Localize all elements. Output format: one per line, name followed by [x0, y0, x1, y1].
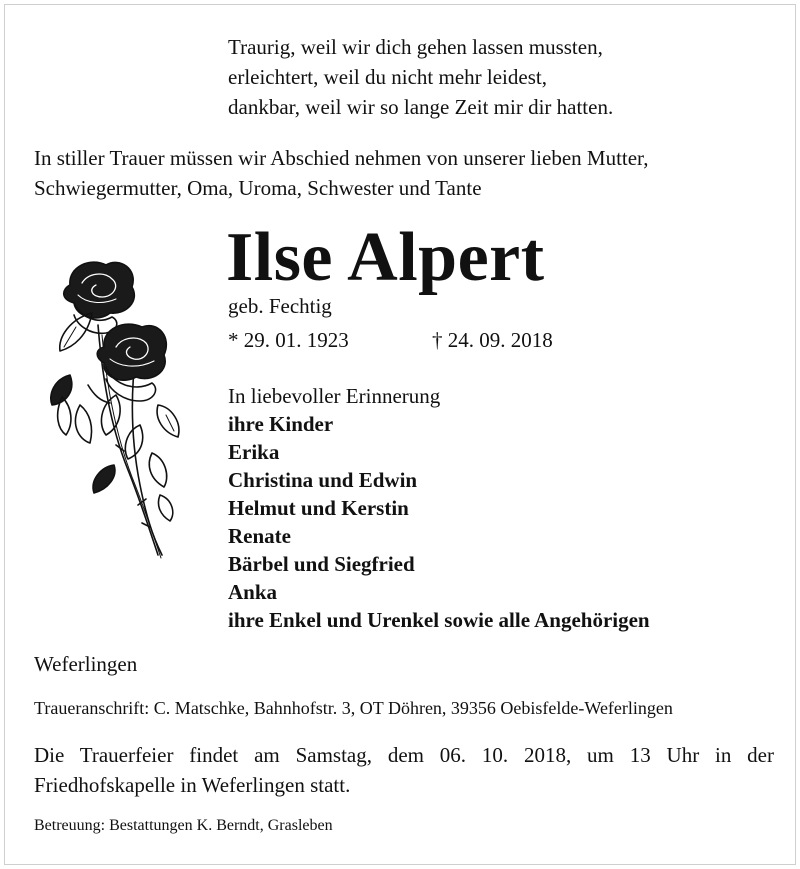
mourner-name: Erika — [228, 440, 280, 464]
mourning-address: Traueranschrift: C. Matschke, Bahnhofstr. 3, OT Döhren, 39356 Oebisfelde-Weferlingen — [34, 698, 673, 718]
mourner-name: ihre Kinder — [228, 412, 334, 436]
ceremony-text — [34, 740, 774, 800]
mourner-name: Anka — [228, 580, 278, 604]
mourners-list — [228, 382, 788, 634]
intro-text — [34, 143, 774, 203]
mourner-name: Helmut und Kerstin — [228, 496, 409, 520]
mourner-name: Bärbel und Siegfried — [228, 552, 415, 576]
deceased-name: Ilse Alpert — [226, 219, 545, 296]
poem-line: erleichtert, weil du nicht mehr leidest, — [228, 65, 547, 89]
funeral-care-credit: Betreuung: Bestattungen K. Berndt, Grasleben — [34, 817, 333, 834]
maiden-name: geb. Fechtig — [228, 294, 332, 318]
ceremony-line: Die Trauerfeier findet am Samstag, dem 06. 10. 2018, um 13 Uhr in der — [34, 743, 774, 767]
mourners-heading: In liebevoller Erinnerung — [228, 384, 441, 408]
intro-line: Schwiegermutter, Oma, Uroma, Schwester und Tante — [34, 176, 482, 200]
death-date: † 24. 09. 2018 — [432, 328, 553, 352]
birth-date: * 29. 01. 1923 — [228, 328, 349, 352]
intro-line: In stiller Trauer müssen wir Abschied nehmen von unserer lieben Mutter, — [34, 146, 649, 170]
ceremony-line: Friedhofskapelle in Weferlingen statt. — [34, 773, 351, 797]
poem-line: dankbar, weil wir so lange Zeit mir dir hatten. — [228, 95, 614, 119]
poem — [228, 32, 788, 122]
poem-line: Traurig, weil wir dich gehen lassen mussten, — [228, 35, 603, 59]
mourner-name: ihre Enkel und Urenkel sowie alle Angehörigen — [228, 608, 650, 632]
roses-illustration — [40, 255, 200, 567]
place-name: Weferlingen — [34, 652, 138, 676]
mourner-name: Christina und Edwin — [228, 468, 418, 492]
mourner-name: Renate — [228, 524, 291, 548]
